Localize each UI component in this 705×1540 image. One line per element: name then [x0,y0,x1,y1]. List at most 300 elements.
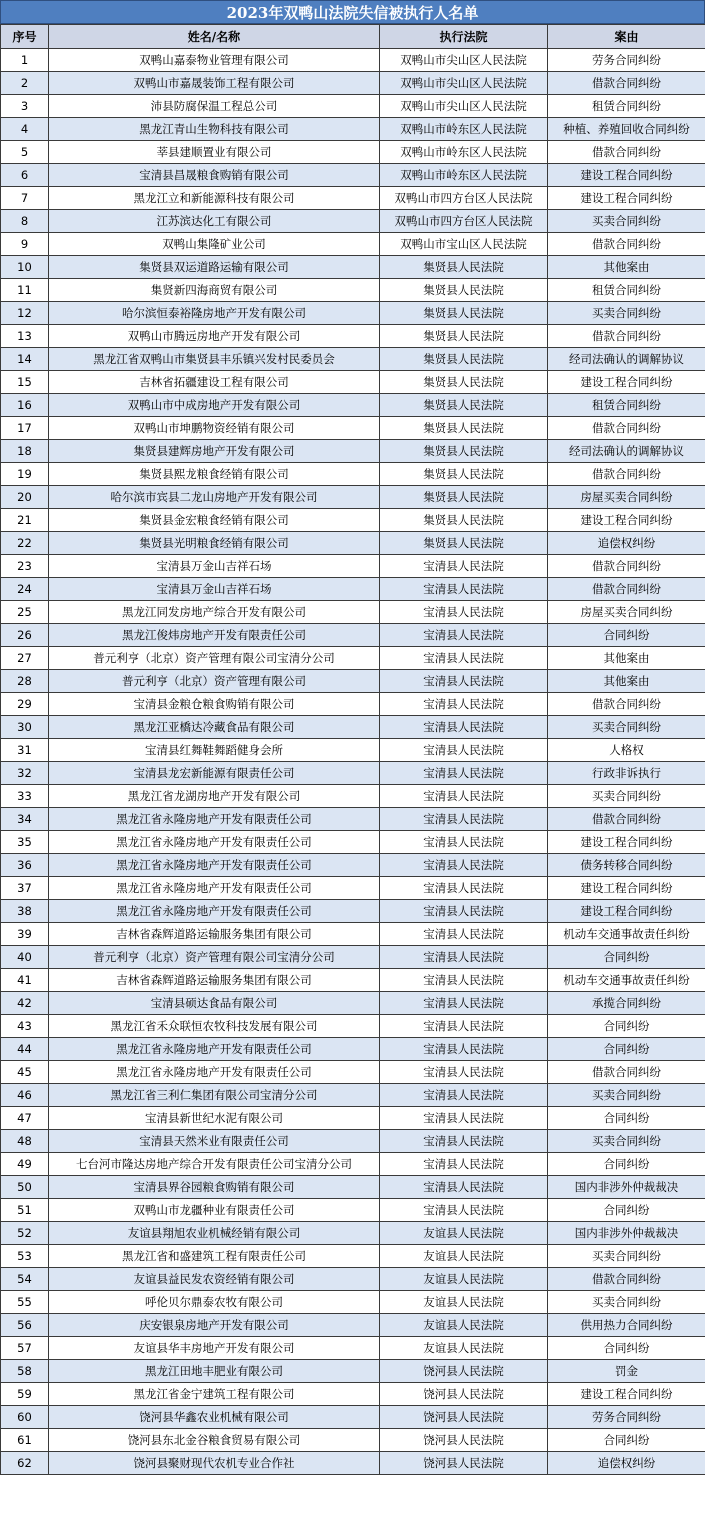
row-court: 宝清县人民法院 [380,969,548,992]
row-cause: 借款合同纠纷 [548,1268,705,1291]
row-index: 13 [1,325,49,348]
row-name: 双鸭山市坤鹏物资经销有限公司 [49,417,380,440]
table-row [1,348,705,371]
defaulter-table [0,24,705,1475]
row-name: 黑龙江省永隆房地产开发有限责任公司 [49,877,380,900]
table-row [1,877,705,900]
table-row [1,739,705,762]
row-name: 黑龙江省和盛建筑工程有限责任公司 [49,1245,380,1268]
row-index: 21 [1,509,49,532]
header-court: 执行法院 [380,25,548,49]
row-name: 饶河县聚财现代农机专业合作社 [49,1452,380,1475]
row-court: 宝清县人民法院 [380,877,548,900]
row-name: 黑龙江省金宁建筑工程有限公司 [49,1383,380,1406]
table-row [1,1015,705,1038]
row-name: 友谊县华丰房地产开发有限公司 [49,1337,380,1360]
row-index: 42 [1,992,49,1015]
table-row [1,279,705,302]
row-index: 23 [1,555,49,578]
table-row [1,233,705,256]
row-court: 宝清县人民法院 [380,624,548,647]
row-court: 宝清县人民法院 [380,854,548,877]
row-cause: 合同纠纷 [548,1153,705,1176]
header-name: 姓名/名称 [49,25,380,49]
row-court: 饶河县人民法院 [380,1383,548,1406]
row-name: 饶河县华鑫农业机械有限公司 [49,1406,380,1429]
row-index: 16 [1,394,49,417]
row-index: 61 [1,1429,49,1452]
row-cause: 其他案由 [548,670,705,693]
row-name: 黑龙江省永隆房地产开发有限责任公司 [49,854,380,877]
table-row [1,72,705,95]
row-cause: 借款合同纠纷 [548,72,705,95]
table-row [1,693,705,716]
row-name: 双鸭山市嘉晟装饰工程有限公司 [49,72,380,95]
row-court: 宝清县人民法院 [380,1038,548,1061]
row-index: 51 [1,1199,49,1222]
row-cause: 合同纠纷 [548,1038,705,1061]
row-court: 宝清县人民法院 [380,831,548,854]
row-name: 饶河县东北金谷粮食贸易有限公司 [49,1429,380,1452]
row-court: 友谊县人民法院 [380,1222,548,1245]
row-court: 双鸭山市岭东区人民法院 [380,141,548,164]
table-row [1,1084,705,1107]
row-court: 集贤县人民法院 [380,532,548,555]
row-cause: 买卖合同纠纷 [548,1130,705,1153]
row-name: 宝清县万金山吉祥石场 [49,555,380,578]
table-row [1,716,705,739]
table-row [1,302,705,325]
table-row [1,1429,705,1452]
row-name: 江苏滨达化工有限公司 [49,210,380,233]
row-index: 14 [1,348,49,371]
row-name: 黑龙江青山生物科技有限公司 [49,118,380,141]
row-name: 黑龙江省永隆房地产开发有限责任公司 [49,831,380,854]
table-row [1,417,705,440]
table-row [1,1383,705,1406]
table-row [1,371,705,394]
row-name: 哈尔滨恒泰裕隆房地产开发有限公司 [49,302,380,325]
table-row [1,49,705,72]
row-court: 双鸭山市宝山区人民法院 [380,233,548,256]
row-court: 双鸭山市岭东区人民法院 [380,164,548,187]
row-name: 宝清县昌晟粮食购销有限公司 [49,164,380,187]
row-cause: 合同纠纷 [548,1015,705,1038]
row-cause: 借款合同纠纷 [548,693,705,716]
row-court: 宝清县人民法院 [380,1199,548,1222]
row-index: 22 [1,532,49,555]
table-row [1,509,705,532]
row-index: 25 [1,601,49,624]
row-name: 双鸭山市中成房地产开发有限公司 [49,394,380,417]
sheet-title: 2023年双鸭山法院失信被执行人名单 [0,0,705,24]
table-row [1,969,705,992]
row-cause: 劳务合同纠纷 [548,1406,705,1429]
row-index: 8 [1,210,49,233]
row-name: 普元利亨（北京）资产管理有限公司宝清分公司 [49,647,380,670]
row-index: 56 [1,1314,49,1337]
row-name: 普元利亨（北京）资产管理有限公司宝清分公司 [49,946,380,969]
row-index: 33 [1,785,49,808]
row-name: 双鸭山集隆矿业公司 [49,233,380,256]
row-index: 47 [1,1107,49,1130]
row-cause: 合同纠纷 [548,946,705,969]
row-court: 宝清县人民法院 [380,946,548,969]
row-index: 19 [1,463,49,486]
row-name: 庆安银泉房地产开发有限公司 [49,1314,380,1337]
row-cause: 买卖合同纠纷 [548,302,705,325]
row-name: 黑龙江俊炜房地产开发有限责任公司 [49,624,380,647]
row-court: 宝清县人民法院 [380,1084,548,1107]
row-index: 34 [1,808,49,831]
row-name: 黑龙江省永隆房地产开发有限责任公司 [49,1061,380,1084]
table-row [1,118,705,141]
row-index: 58 [1,1360,49,1383]
row-index: 37 [1,877,49,900]
row-court: 集贤县人民法院 [380,394,548,417]
row-court: 宝清县人民法院 [380,1176,548,1199]
row-court: 宝清县人民法院 [380,900,548,923]
row-court: 双鸭山市岭东区人民法院 [380,118,548,141]
header-cause: 案由 [548,25,705,49]
table-row [1,1222,705,1245]
row-index: 6 [1,164,49,187]
row-cause: 建设工程合同纠纷 [548,509,705,532]
row-index: 43 [1,1015,49,1038]
row-name: 宝清县界谷园粮食购销有限公司 [49,1176,380,1199]
row-index: 3 [1,95,49,118]
table-row [1,210,705,233]
table-row [1,1452,705,1475]
row-name: 莘县建顺置业有限公司 [49,141,380,164]
row-cause: 追偿权纠纷 [548,1452,705,1475]
row-index: 48 [1,1130,49,1153]
row-cause: 借款合同纠纷 [548,1061,705,1084]
table-body [1,49,705,1475]
row-index: 36 [1,854,49,877]
row-court: 集贤县人民法院 [380,348,548,371]
row-cause: 追偿权纠纷 [548,532,705,555]
row-index: 46 [1,1084,49,1107]
table-row [1,1061,705,1084]
table-row [1,187,705,210]
row-court: 双鸭山市四方台区人民法院 [380,210,548,233]
row-name: 友谊县益民发农资经销有限公司 [49,1268,380,1291]
row-index: 55 [1,1291,49,1314]
row-cause: 劳务合同纠纷 [548,49,705,72]
row-cause: 建设工程合同纠纷 [548,1383,705,1406]
row-cause: 机动车交通事故责任纠纷 [548,969,705,992]
row-name: 宝清县新世纪水泥有限公司 [49,1107,380,1130]
row-court: 集贤县人民法院 [380,440,548,463]
table-row [1,923,705,946]
row-name: 宝清县红舞鞋舞蹈健身会所 [49,739,380,762]
row-index: 41 [1,969,49,992]
row-court: 友谊县人民法院 [380,1337,548,1360]
row-cause: 借款合同纠纷 [548,417,705,440]
row-index: 5 [1,141,49,164]
table-row [1,1291,705,1314]
row-name: 沛县防腐保温工程总公司 [49,95,380,118]
row-name: 黑龙江省永隆房地产开发有限责任公司 [49,1038,380,1061]
row-name: 集贤新四海商贸有限公司 [49,279,380,302]
row-cause: 借款合同纠纷 [548,233,705,256]
row-index: 30 [1,716,49,739]
row-name: 宝清县硕达食品有限公司 [49,992,380,1015]
row-name: 集贤县光明粮食经销有限公司 [49,532,380,555]
table-row [1,1314,705,1337]
row-index: 38 [1,900,49,923]
row-cause: 机动车交通事故责任纠纷 [548,923,705,946]
row-cause: 合同纠纷 [548,1107,705,1130]
row-court: 宝清县人民法院 [380,785,548,808]
row-index: 12 [1,302,49,325]
row-index: 29 [1,693,49,716]
row-court: 友谊县人民法院 [380,1268,548,1291]
row-index: 49 [1,1153,49,1176]
row-court: 双鸭山市尖山区人民法院 [380,72,548,95]
row-cause: 合同纠纷 [548,1429,705,1452]
row-name: 黑龙江亚橋达冷藏食品有限公司 [49,716,380,739]
row-court: 宝清县人民法院 [380,739,548,762]
row-court: 饶河县人民法院 [380,1406,548,1429]
row-name: 集贤县金宏粮食经销有限公司 [49,509,380,532]
row-index: 2 [1,72,49,95]
row-name: 宝清县万金山吉祥石场 [49,578,380,601]
row-court: 饶河县人民法院 [380,1429,548,1452]
row-court: 友谊县人民法院 [380,1291,548,1314]
row-cause: 租赁合同纠纷 [548,394,705,417]
row-cause: 房屋买卖合同纠纷 [548,486,705,509]
table-row [1,440,705,463]
table-row [1,1406,705,1429]
table-row [1,762,705,785]
row-cause: 行政非诉执行 [548,762,705,785]
row-index: 60 [1,1406,49,1429]
row-court: 友谊县人民法院 [380,1314,548,1337]
row-name: 集贤县建辉房地产开发有限公司 [49,440,380,463]
row-cause: 建设工程合同纠纷 [548,831,705,854]
row-cause: 借款合同纠纷 [548,555,705,578]
row-name: 双鸭山市龙疆种业有限责任公司 [49,1199,380,1222]
row-index: 57 [1,1337,49,1360]
row-court: 友谊县人民法院 [380,1245,548,1268]
table-row [1,1268,705,1291]
row-cause: 承揽合同纠纷 [548,992,705,1015]
row-index: 45 [1,1061,49,1084]
table-row [1,325,705,348]
row-index: 52 [1,1222,49,1245]
row-cause: 房屋买卖合同纠纷 [548,601,705,624]
row-cause: 国内非涉外仲裁裁决 [548,1176,705,1199]
row-court: 宝清县人民法院 [380,923,548,946]
row-name: 宝清县金粮仓粮食购销有限公司 [49,693,380,716]
row-index: 20 [1,486,49,509]
table-row [1,1176,705,1199]
row-name: 集贤县双运道路运输有限公司 [49,256,380,279]
table-row [1,1153,705,1176]
row-cause: 买卖合同纠纷 [548,1084,705,1107]
row-index: 59 [1,1383,49,1406]
row-cause: 建设工程合同纠纷 [548,371,705,394]
row-index: 7 [1,187,49,210]
row-cause: 建设工程合同纠纷 [548,877,705,900]
row-court: 宝清县人民法院 [380,1153,548,1176]
row-court: 宝清县人民法院 [380,716,548,739]
row-index: 27 [1,647,49,670]
row-cause: 合同纠纷 [548,624,705,647]
row-court: 双鸭山市四方台区人民法院 [380,187,548,210]
row-name: 双鸭山市腾远房地产开发有限公司 [49,325,380,348]
table-row [1,578,705,601]
row-name: 吉林省森辉道路运输服务集团有限公司 [49,969,380,992]
table-row [1,670,705,693]
row-cause: 租赁合同纠纷 [548,279,705,302]
row-cause: 租赁合同纠纷 [548,95,705,118]
table-row [1,647,705,670]
row-court: 宝清县人民法院 [380,992,548,1015]
row-cause: 建设工程合同纠纷 [548,187,705,210]
row-name: 七台河市隆达房地产综合开发有限责任公司宝清分公司 [49,1153,380,1176]
row-name: 黑龙江省龙湖房地产开发有限公司 [49,785,380,808]
row-name: 吉林省拓疆建设工程有限公司 [49,371,380,394]
table-row [1,1360,705,1383]
row-court: 饶河县人民法院 [380,1452,548,1475]
row-court: 宝清县人民法院 [380,601,548,624]
row-name: 集贤县熙龙粮食经销有限公司 [49,463,380,486]
row-cause: 债务转移合同纠纷 [548,854,705,877]
row-index: 53 [1,1245,49,1268]
table-row [1,992,705,1015]
header-row [1,25,705,49]
table-row [1,831,705,854]
row-court: 集贤县人民法院 [380,463,548,486]
row-court: 宝清县人民法院 [380,808,548,831]
table-row [1,486,705,509]
table-row [1,394,705,417]
row-cause: 买卖合同纠纷 [548,785,705,808]
row-index: 62 [1,1452,49,1475]
row-index: 44 [1,1038,49,1061]
header-index: 序号 [1,25,49,49]
row-court: 宝清县人民法院 [380,555,548,578]
row-index: 50 [1,1176,49,1199]
row-court: 宝清县人民法院 [380,693,548,716]
row-cause: 借款合同纠纷 [548,578,705,601]
row-cause: 其他案由 [548,256,705,279]
row-index: 54 [1,1268,49,1291]
row-name: 吉林省森辉道路运输服务集团有限公司 [49,923,380,946]
row-cause: 国内非涉外仲裁裁决 [548,1222,705,1245]
row-name: 呼伦贝尔鼎泰农牧有限公司 [49,1291,380,1314]
table-row [1,900,705,923]
table-row [1,95,705,118]
row-court: 宝清县人民法院 [380,762,548,785]
row-name: 宝清县天然米业有限责任公司 [49,1130,380,1153]
row-court: 集贤县人民法院 [380,509,548,532]
row-name: 黑龙江同发房地产综合开发有限公司 [49,601,380,624]
table-row [1,164,705,187]
row-court: 宝清县人民法院 [380,647,548,670]
row-name: 黑龙江立和新能源科技有限公司 [49,187,380,210]
row-court: 饶河县人民法院 [380,1360,548,1383]
table-row [1,624,705,647]
row-index: 1 [1,49,49,72]
row-court: 双鸭山市尖山区人民法院 [380,95,548,118]
row-cause: 建设工程合同纠纷 [548,900,705,923]
row-court: 集贤县人民法院 [380,256,548,279]
row-cause: 经司法确认的调解协议 [548,348,705,371]
table-row [1,1038,705,1061]
table-row [1,601,705,624]
row-court: 宝清县人民法院 [380,1061,548,1084]
row-name: 黑龙江省三利仁集团有限公司宝清分公司 [49,1084,380,1107]
row-name: 黑龙江田地丰肥业有限公司 [49,1360,380,1383]
row-cause: 种植、养殖回收合同纠纷 [548,118,705,141]
row-index: 32 [1,762,49,785]
row-index: 18 [1,440,49,463]
row-name: 友谊县翔旭农业机械经销有限公司 [49,1222,380,1245]
row-index: 9 [1,233,49,256]
table-row [1,854,705,877]
row-cause: 借款合同纠纷 [548,141,705,164]
row-cause: 供用热力合同纠纷 [548,1314,705,1337]
row-cause: 借款合同纠纷 [548,325,705,348]
row-index: 35 [1,831,49,854]
row-index: 10 [1,256,49,279]
row-index: 31 [1,739,49,762]
row-cause: 买卖合同纠纷 [548,210,705,233]
row-index: 28 [1,670,49,693]
row-cause: 买卖合同纠纷 [548,716,705,739]
row-cause: 买卖合同纠纷 [548,1245,705,1268]
row-index: 11 [1,279,49,302]
row-index: 26 [1,624,49,647]
row-name: 黑龙江省永隆房地产开发有限责任公司 [49,808,380,831]
table-row [1,532,705,555]
row-cause: 借款合同纠纷 [548,808,705,831]
row-index: 15 [1,371,49,394]
table-row [1,785,705,808]
row-court: 宝清县人民法院 [380,1130,548,1153]
row-cause: 人格权 [548,739,705,762]
row-cause: 经司法确认的调解协议 [548,440,705,463]
row-cause: 合同纠纷 [548,1337,705,1360]
row-court: 宝清县人民法院 [380,670,548,693]
row-index: 24 [1,578,49,601]
row-cause: 买卖合同纠纷 [548,1291,705,1314]
table-row [1,1337,705,1360]
row-index: 4 [1,118,49,141]
table-row [1,946,705,969]
row-name: 黑龙江省双鸭山市集贤县丰乐镇兴发村民委员会 [49,348,380,371]
table-row [1,555,705,578]
table-row [1,256,705,279]
row-court: 集贤县人民法院 [380,486,548,509]
table-row [1,1245,705,1268]
row-court: 集贤县人民法院 [380,417,548,440]
row-court: 宝清县人民法院 [380,1015,548,1038]
table-row [1,141,705,164]
row-index: 39 [1,923,49,946]
row-court: 宝清县人民法院 [380,1107,548,1130]
row-index: 17 [1,417,49,440]
row-name: 哈尔滨市宾县二龙山房地产开发有限公司 [49,486,380,509]
row-court: 集贤县人民法院 [380,371,548,394]
row-name: 黑龙江省禾众联恒农牧科技发展有限公司 [49,1015,380,1038]
row-index: 40 [1,946,49,969]
row-name: 黑龙江省永隆房地产开发有限责任公司 [49,900,380,923]
